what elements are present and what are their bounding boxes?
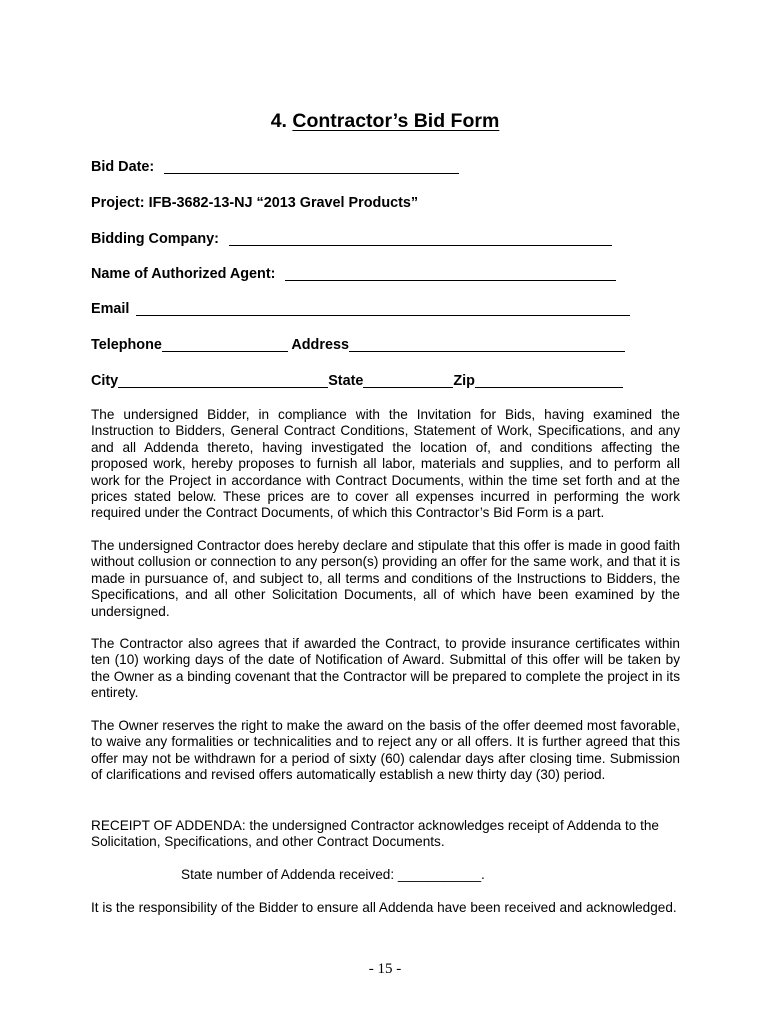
zip-label: Zip: [453, 373, 475, 389]
address-label: Address: [291, 337, 349, 353]
telephone-label: Telephone: [91, 337, 162, 353]
page-number: - 15 -: [368, 961, 402, 977]
project-label: Project: IFB-3682-13-NJ “2013 Gravel Products”: [91, 195, 419, 211]
city-field[interactable]: [118, 373, 328, 388]
city-label: City: [91, 373, 119, 389]
title-prefix: 4.: [270, 110, 293, 132]
paragraph-declaration: The undersigned Contractor does hereby declare and stipulate that this offer is made in good faith without collusion or connection to any person(s) providing an offer for the same work, and that it is made in pursuance of, and subject to, all terms and conditions of the Instructions to Bidders, the Specifications, and all other Solicitation Documents, all of which have been examined by the undersigned.: [91, 538, 680, 619]
bid-date-label: Bid Date:: [91, 159, 155, 175]
paragraph-award: The Owner reserves the right to make the award on the basis of the offer deemed most favorable, to waive any formalities or technicalities and to reject any or all offers. It is further agreed that this offer may not be withdrawn for a period of sixty (60) calendar days after closing time. Submission of clarifications and revised offers automatically establish a new thirty day (30) period.: [91, 718, 680, 783]
page-title: [0, 110, 770, 133]
authorized-agent-field[interactable]: [285, 266, 616, 281]
bidding-company-row: [91, 229, 612, 249]
email-label: Email: [91, 301, 130, 317]
telephone-field[interactable]: [162, 337, 288, 352]
paragraph-bid-proposal: The undersigned Bidder, in compliance with the Invitation for Bids, having examined the Instruction to Bidders, General Contract Conditions, Statement of Work, Specifications, and any and all Addenda thereto, having investigated the location of, and conditions affecting the proposed work, hereby proposes to furnish all labor, materials and supplies, and to perform all work for the Project in accordance with Contract Documents, within the time set forth and at the prices stated below. These prices are to cover all expenses incurred in performing the work required under the Contract Documents, of which this Contractor’s Bid Form is a part.: [91, 407, 680, 521]
telephone-address-row: [91, 335, 625, 355]
email-row: [91, 299, 630, 319]
project-row: [91, 193, 418, 213]
paragraph-addenda-receipt: RECEIPT OF ADDENDA: the undersigned Contractor acknowledges receipt of Addenda to the Solicitation, Specifications, and other Contract Documents.: [91, 818, 659, 850]
authorized-agent-row: [91, 264, 616, 284]
title-underlined: Contractor’s Bid Form: [292, 110, 500, 132]
bidding-company-label: Bidding Company:: [91, 231, 219, 247]
bid-date-row: [91, 157, 459, 177]
state-field[interactable]: [363, 373, 453, 388]
authorized-agent-label: Name of Authorized Agent:: [91, 266, 276, 282]
paragraph-insurance: The Contractor also agrees that if awarded the Contract, to provide insurance certificates within ten (10) working days of the date of Notification of Award. Submittal of this offer will be taken by the Owner as a binding covenant that the Contractor will be prepared to complete the project in its entirety.: [91, 636, 680, 701]
state-label: State: [328, 373, 364, 389]
bid-date-field[interactable]: [164, 159, 459, 174]
city-state-zip-row: [91, 371, 623, 391]
zip-field[interactable]: [475, 373, 623, 388]
address-field[interactable]: [349, 337, 625, 352]
bidding-company-field[interactable]: [229, 231, 612, 246]
paragraph-responsibility: It is the responsibility of the Bidder to ensure all Addenda have been received and acknowledged.: [91, 900, 677, 915]
addenda-count-line: State number of Addenda received: ___________.: [181, 867, 485, 882]
email-field[interactable]: [136, 301, 630, 316]
